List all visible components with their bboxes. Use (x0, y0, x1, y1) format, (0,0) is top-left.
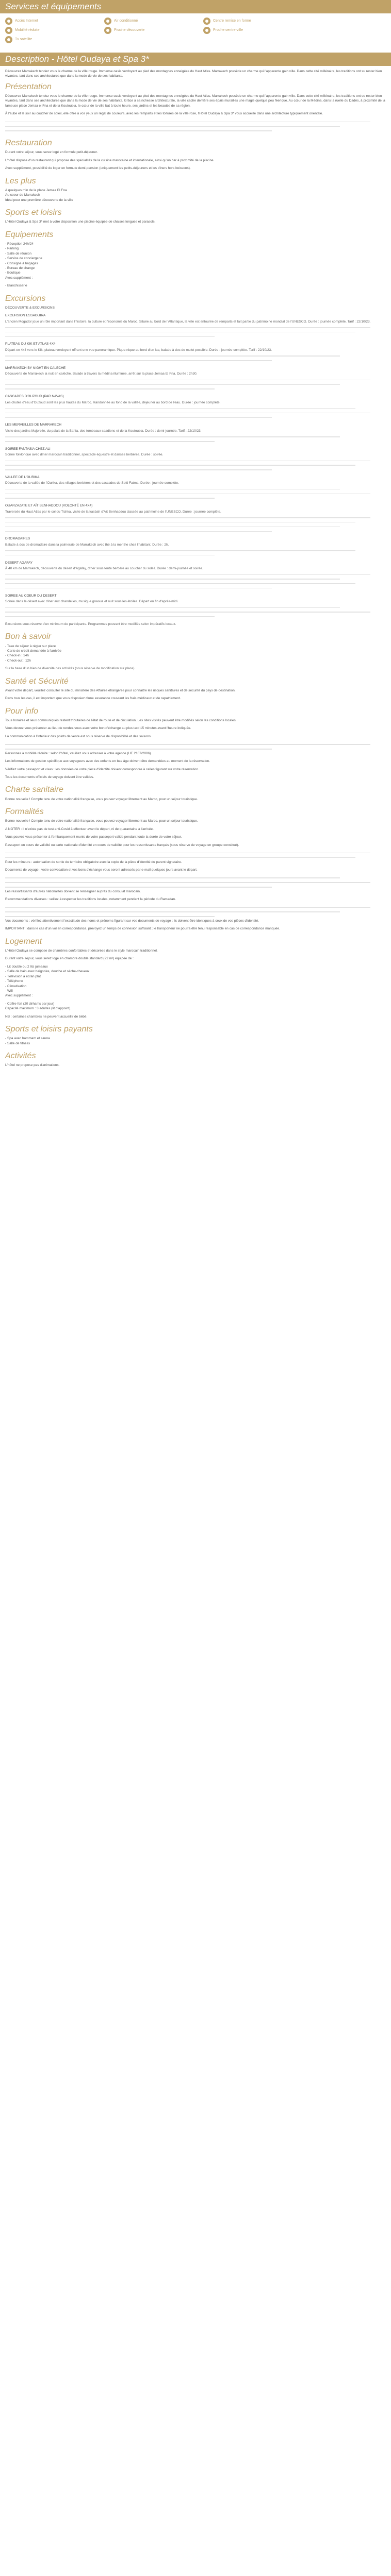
logement-subintro: Durant votre séjour, vous serez logé en chambre double standard (22 m²) équipée de : (5, 957, 134, 961)
excursion-title: VALLEE DE L'OURIKA (5, 476, 40, 480)
wheelchair-icon (5, 27, 12, 34)
charte-text: Bonne nouvelle ! Compte tenu de votre nationalité française, vous pouvez voyager librement au Maroc, pour un séjour touristique. (5, 797, 198, 801)
page (0, 0, 391, 1073)
list-item: - Blanchisserie (5, 284, 27, 288)
excursion-text: Visite des jardins Majorelle, du palais de la Bahia, des tombeaux saadiens et de la Koutoubia. Durée : demi-journée. Tarif : 22/10/23. (5, 429, 202, 433)
sports-text: L'Hôtel Oudaya & Spa 3* met à votre disposition une piscine équipée de chaises longues et parasols. (5, 220, 156, 224)
equipements-extra-title: Avec supplément : (5, 276, 33, 280)
excursion-block (5, 342, 386, 362)
presentation-paragraph: Découvrez Marrakech tendez vous le charme de la ville rouge. Immense oasis verdoyant au pied des montagnes enneigées du Haut Atlas. Marrakech possède un charme qui l'apparente gain ville. Dans cette cité millénaire, les traditions ont su rester bien vivantes, tant dans ses architectures que dans la mode de vie de ses habitants. Grâce à sa richesse architecturale, la ville cache derrière ses épais murailles une magie quelque peu féerique. Au cœur de la Médina, dans la ruelle du Dadès, à proximité de la fameuse place Jemaa el Fna et de la Koutoubia, le cœur de la ville bat à toute heure, ses jardins et les beautés de sa région. (5, 94, 385, 108)
restauration-section (5, 138, 386, 171)
presentation-extra-lines (5, 120, 386, 133)
activites-heading: Activités (5, 1052, 36, 1061)
excursions-subtitle: DÉCOUVERTE & EXCURSIONS (5, 306, 55, 310)
list-item: - Service de conciergerie (5, 257, 42, 261)
formalites-paragraph: IMPORTANT : dans le cas d'un vol en correspondance, prévoyez un temps de connexion suffisant ; le transporteur ne pourra être tenu responsable en cas de correspondance manquée. (5, 927, 280, 931)
air-conditioning-icon (104, 18, 111, 25)
list-item: - Carte de crédit demandée à l'arrivée (5, 649, 61, 653)
list-item: - Boutique (5, 271, 21, 275)
excursion-block (5, 503, 386, 533)
presentation-section (5, 82, 386, 133)
excursion-block (5, 313, 386, 338)
sante-heading: Santé et Sécurité (5, 676, 69, 686)
pour-info-paragraph: Tous horaires et lieux communiqués restent tributaires de l'état de route et de circulation. Les sites visités peuvent être modifiés selon les conditions locales. (5, 718, 237, 722)
excursion-text: Soirée dans le désert avec dîner aux chandelles, musique gnaoua et nuit sous les étoiles. Départ en fin d'après-midi. (5, 600, 178, 604)
presentation-paragraph: À l'aube et le soir au coucher de soleil, elle offre à vos yeux un régal de couleurs, avec les remparts et les toitures de la ville rose, l'Hôtel Oudaya & Spa 3* vous accueille dans une architecture typiquement orientale. (5, 112, 323, 116)
formalites-paragraph: Vos documents : vérifiez attentivement l'exactitude des noms et prénoms figurant sur vos documents de voyage ; ils doivent être identiques à ceux de vos pièces d'identité. (5, 919, 259, 923)
equipment-item-air (104, 18, 203, 25)
excursions-section (5, 294, 386, 627)
equipements-list (5, 242, 386, 276)
sante-paragraph: Dans tous les cas, il est important que vous disposiez d'une assurance couvrant les frais médicaux et de rapatriement. (5, 697, 181, 701)
excursion-text: Soirée folklorique avec dîner marocain traditionnel, spectacle équestre et danses berbères. Durée : soirée. (5, 453, 164, 457)
excursion-block (5, 561, 386, 590)
services-banner: Services et équipements (0, 0, 391, 13)
excursion-block (5, 366, 386, 391)
excursion-block (5, 475, 386, 500)
restauration-heading: Restauration (5, 139, 52, 148)
pour-info-heading: Pour info (5, 706, 39, 716)
sante-section (5, 676, 386, 701)
pour-info-paragraph: Vous devrez vous présenter au lieu de rendez-vous avec votre bon d'échange au plus tard 15 minutes avant l'heure indiquée. (5, 726, 191, 731)
excursion-block (5, 536, 386, 557)
excursions-heading: Excursions (5, 294, 46, 303)
equipment-label: Centre remise en forme (213, 19, 251, 23)
excursion-title: OUARZAZATE ET AÏT BENHADDOU (VOLONTÉ EN 4X4) (5, 504, 93, 508)
excursion-title: PLATEAU DU KIK ET ATLAS 4X4 (5, 342, 56, 346)
equipment-item-mobility (5, 27, 104, 34)
charte-heading: Charte sanitaire (5, 785, 63, 794)
main-content (0, 66, 391, 1068)
list-item: - Wifi (5, 989, 13, 993)
equipements-heading: Equipements (5, 230, 54, 239)
highlights-heading: Les plus (5, 176, 36, 185)
presentation-heading: Présentation (5, 82, 52, 91)
logement-extra-list (5, 1002, 386, 1006)
bon-a-savoir-note: Sur la base d'un bien de diversité des activités (sous réserve de modification sur place). (5, 667, 136, 671)
excursion-block (5, 447, 386, 472)
excursions-note: Excursions sous réserve d'un minimum de participants. Programmes pouvant être modifiés selon impératifs locaux. (5, 622, 176, 626)
excursion-block (5, 594, 386, 619)
excursion-title: DROMADAIRES (5, 537, 30, 541)
pour-info-link: Tous les documents officiels de voyage doivent être valides. (5, 775, 94, 779)
list-item: - Bureau de change (5, 266, 35, 270)
bon-a-savoir-section (5, 632, 386, 671)
equipements-section (5, 230, 386, 289)
excursion-title: DESERT AGAFAY (5, 561, 33, 565)
equipment-grid (0, 13, 391, 47)
logement-heading: Logement (5, 937, 42, 946)
list-item: Au coeur de Marrakech (5, 193, 40, 197)
sports-heading: Sports et loisirs (5, 208, 62, 217)
bon-a-savoir-list (5, 644, 386, 664)
list-item: - Salle de bain avec baignoire, douche et sèche-cheveux (5, 970, 90, 974)
formalites-paragraph: Documents de voyage : votre convocation et vos bons d'échange vous seront adressés par e-mail quelques jours avant le départ. (5, 868, 198, 872)
equipment-label: Air conditionné (114, 19, 138, 23)
formalites-paragraph: Vous pouvez vous présenter à l'embarquement munis de votre passeport valide pendant toute la durée de votre séjour. (5, 835, 182, 839)
sports-paid-list (5, 1036, 386, 1046)
highlights-section (5, 176, 386, 202)
logement-section (5, 937, 386, 1019)
pour-info-paragraph: Les informations de gestion spécifique aux voyageurs avec des enfants en bas âge doivent être demandées au moment de la réservation. (5, 759, 210, 764)
list-item: - Check-in : 14h (5, 654, 29, 658)
list-item: - Parking (5, 247, 19, 251)
pour-info-paragraph: Personnes à mobilité réduite : selon l'hôtel, veuillez vous adresser à votre agence (UE 2107/2006). (5, 751, 152, 755)
sports-paid-heading: Sports et loisirs payants (5, 1025, 93, 1034)
list-item: - Taxe de séjour à régler sur place (5, 644, 56, 648)
equipment-label: Accès Internet (15, 19, 38, 23)
equipment-label: Piscine découverte (114, 28, 145, 32)
formalites-paragraph: Recommandations diverses : veillez à respecter les traditions locales, notamment pendant la période du Ramadan. (5, 897, 176, 902)
logement-note: NB : certaines chambres ne peuvent accueillir de bébé. (5, 1014, 88, 1019)
sante-paragraph: Avant votre départ, veuillez consulter le site du ministère des Affaires étrangères pour connaître les risques sanitaires et de sécurité du pays de destination. (5, 688, 236, 692)
formalites-intro: Bonne nouvelle ! Compte tenu de votre nationalité française, vous pouvez voyager librement au Maroc, pour un séjour touristique. (5, 819, 198, 823)
excursion-text: À 40 km de Marrakech, découverte du désert d'Agafay, dîner sous tente berbère au coucher du soleil. Durée : demi-journée et soirée. (5, 567, 203, 571)
excursion-text: L'ancien Mogador joue un rôle important dans l'histoire, la culture et l'économie du Maroc. Située au bord de l'Atlantique, la ville est entourée de remparts et fait partie du patrimoine mondial de l'UNESCO. Durée : journée complète. Tarif : 22/10/23. (5, 319, 371, 324)
pool-icon (104, 27, 111, 34)
excursion-title: CASCADES D'OUZOUD (PAR NAVAS) (5, 395, 64, 399)
equipment-label: Tv satellite (15, 37, 32, 41)
restauration-paragraph: Avec supplément, possibilité de loger en formule demi-pension (uniquement les petits-déjeuners et les dîners hors boissons). (5, 166, 191, 171)
excursion-title: SOIREE FANTASIA CHEZ ALI (5, 447, 51, 451)
list-item: - Téléphone (5, 979, 23, 984)
pour-info-paragraph: La communication à l'intérieur des points de vente est sous réserve de disponibilité et des saisons. (5, 734, 152, 738)
restauration-paragraph: Durant votre séjour, vous serez logé en formule petit-déjeuner. (5, 150, 98, 155)
excursion-block (5, 422, 386, 443)
equipements-extra-list (5, 283, 386, 288)
excursion-text: Découverte de la vallée de l'Ourika, des villages berbères et des cascades de Setti Fatma. Durée : journée complète. (5, 481, 179, 485)
excursion-block (5, 394, 386, 419)
equipment-label: Mobilité réduite (15, 28, 40, 32)
sports-paid-section (5, 1024, 386, 1046)
activites-text: L'hôtel ne propose pas d'animations. (5, 1063, 60, 1067)
excursion-text: Traversée du Haut Atlas par le col du Tichka, visite de la kasbah d'Aït Benhaddou classée au patrimoine de l'UNESCO. Durée : journée complète. (5, 510, 221, 514)
tv-icon (5, 36, 12, 43)
wifi-icon (5, 18, 12, 25)
fitness-icon (203, 18, 210, 25)
list-item: - Climatisation (5, 984, 27, 988)
pour-info-section (5, 706, 386, 780)
list-item: Idéal pour une première découverte de la ville (5, 198, 73, 202)
formalites-section (5, 807, 386, 931)
formalites-paragraph: Pour les mineurs : autorisation de sortie du territoire obligatoire avec la copie de la pièce d'identité du parent signataire. (5, 860, 182, 864)
formalites-paragraph: Les ressortissants d'autres nationalités doivent se renseigner auprès du consulat marocain. (5, 889, 141, 893)
list-item: - Consigne à bagages (5, 261, 38, 265)
list-item: A quelques min de la place Jemaa El Fna (5, 188, 67, 192)
logement-list (5, 964, 386, 994)
activites-section (5, 1051, 386, 1068)
description-banner: Description - Hôtel Oudaya et Spa 3* (0, 53, 391, 66)
excursion-title: EXCURSION ESSAOUIRA (5, 314, 46, 318)
excursion-text: Découverte de Marrakech la nuit en calèche. Balade à travers la médina illuminée, arrêt sur la place Jemaa El Fna. Durée : 2h30. (5, 372, 198, 376)
logement-extra-title: Avec supplément : (5, 994, 33, 998)
equipment-item-internet (5, 18, 104, 25)
equipment-item-pool (104, 27, 203, 34)
equipment-label: Proche centre-ville (213, 28, 243, 32)
city-center-icon (203, 27, 210, 34)
excursion-title: LES MERVEILLES DE MARRAKECH (5, 423, 61, 427)
list-item: - Salle de fitness (5, 1041, 30, 1045)
list-item: - Lit double ou 2 lits jumeaux (5, 964, 48, 969)
logement-intro: L'Hôtel Oudaya se compose de chambres confortables et décorées dans le style marocain traditionnel. (5, 949, 158, 953)
list-item: - Réception 24h/24 (5, 242, 34, 246)
sports-section (5, 208, 386, 225)
description-intro: Découvrez Marrakech tendez vous le charme de la ville rouge. Immense oasis verdoyant au pied des montagnes enneigées du Haut Atlas. Marrakech possède un charme qui l'apparente gain ville. Dans cette cité millénaire, les traditions ont su rester bien vivantes, tant dans ses architectures que dans la mode de vie de ses habitants. (5, 70, 382, 78)
equipment-item-fitness (203, 18, 302, 25)
equipment-item-tv (5, 36, 104, 43)
charte-section (5, 785, 386, 802)
excursion-text: Départ en 4x4 vers le Kik, plateau verdoyant offrant une vue panoramique. Pique-nique au bord d'un lac, balade à dos de mulet possible. Durée : journée complète. Tarif : 22/10/23. (5, 348, 272, 352)
formalites-paragraph: A NOTER : il n'existe pas de test anti-Covid à effectuer avant le départ, ni de quarantaine à l'arrivée. (5, 827, 154, 831)
list-item: - Salle de réunion (5, 251, 31, 256)
excursion-text: Les chutes d'eau d'Ouzoud sont les plus hautes du Maroc. Randonnée au fond de la vallée, déjeuner au bord de l'eau. Durée : journée complète. (5, 400, 221, 404)
logement-capacity: Capacité maximum : 3 adultes (lit d'appoint). (5, 1007, 72, 1011)
bon-a-savoir-heading: Bon à savoir (5, 632, 51, 641)
pour-info-paragraph: Vérifiez votre passeport et visas : les données de votre pièce d'identité doivent correspondre à celles figurant sur votre réservation. (5, 767, 199, 771)
list-item: - Spa avec hammam et sauna (5, 1037, 50, 1041)
formalites-heading: Formalités (5, 807, 44, 817)
list-item: - Coffre-fort (20 dirhams par jour) (5, 1002, 55, 1006)
highlights-list (5, 188, 386, 202)
list-item: - Check-out : 12h (5, 658, 31, 663)
formalites-paragraph: Passeport en cours de validité ou carte nationale d'identité en cours de validité pour les ressortissants français (sous réserve de voyage en groupe constitué). (5, 843, 239, 847)
restauration-paragraph: L'hôtel dispose d'un restaurant qui propose des spécialités de la cuisine marocaine et internationale, ainsi qu'un bar à proximité de la piscine. (5, 158, 215, 162)
excursion-title: MARRAKECH BY NIGHT EN CALECHE (5, 366, 66, 370)
excursion-text: Balade à dos de dromadaire dans la palmeraie de Marrakech avec thé à la menthe chez l'habitant. Durée : 2h. (5, 543, 169, 547)
list-item: - Télévision à écran plat (5, 974, 41, 978)
excursion-title: SOIREE AU COEUR DU DESERT (5, 594, 57, 598)
equipment-item-city (203, 27, 302, 34)
